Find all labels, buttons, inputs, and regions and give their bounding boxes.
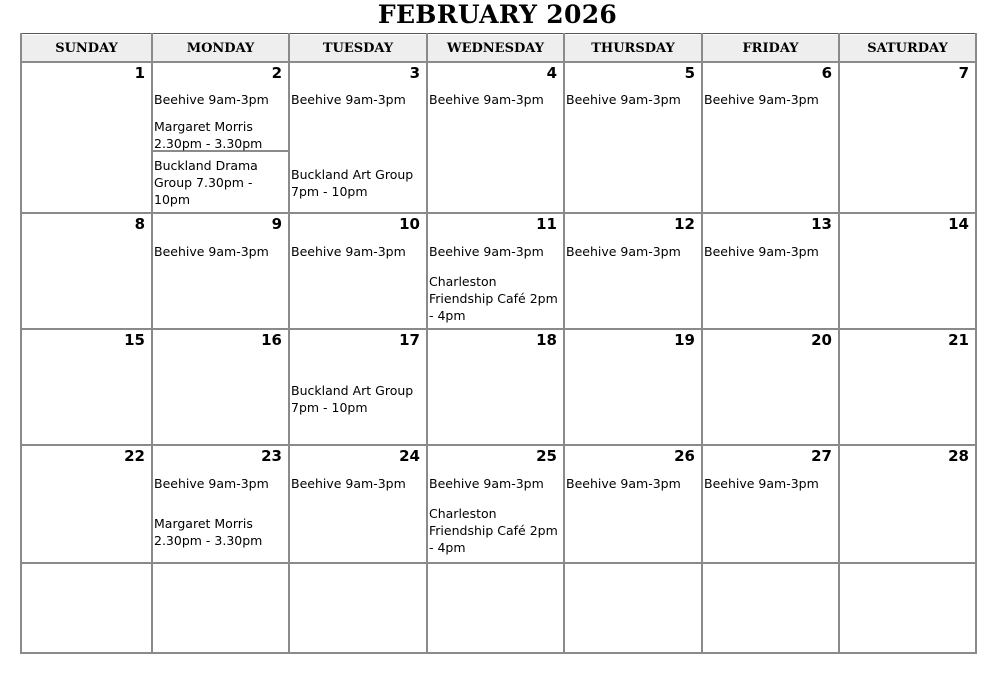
grid-line-col-7 [975, 33, 977, 654]
calendar-event[interactable]: Buckland Art Group 7pm - 10pm [291, 383, 414, 415]
grid-line-row-0 [20, 61, 977, 63]
date-number: 1 [134, 64, 145, 82]
weekday-header-friday: FRIDAY [703, 35, 838, 61]
calendar-event[interactable]: Beehive 9am-3pm [291, 476, 406, 491]
date-number: 6 [821, 64, 832, 82]
grid-line-row-5 [20, 652, 977, 654]
calendar-event[interactable]: Beehive 9am-3pm [704, 244, 819, 259]
calendar-event[interactable]: Buckland Drama Group 7.30pm - 10pm [154, 158, 258, 207]
weekday-header-wednesday: WEDNESDAY [428, 35, 563, 61]
calendar-event[interactable]: Beehive 9am-3pm [566, 92, 681, 107]
calendar-title: FEBRUARY 2026 [377, 0, 618, 29]
calendar-event[interactable]: Beehive 9am-3pm [704, 476, 819, 491]
calendar-event[interactable]: Beehive 9am-3pm [154, 92, 269, 107]
date-number: 25 [536, 447, 557, 465]
weekday-header-saturday: SATURDAY [840, 35, 975, 61]
date-number: 9 [271, 215, 282, 233]
date-number: 16 [261, 331, 282, 349]
calendar-event[interactable]: Margaret Morris 2.30pm - 3.30pm [154, 119, 263, 151]
grid-line-row-1 [20, 212, 977, 214]
calendar-event[interactable]: Beehive 9am-3pm [566, 244, 681, 259]
date-number: 17 [399, 331, 420, 349]
date-number: 20 [811, 331, 832, 349]
date-number: 15 [124, 331, 145, 349]
calendar-event[interactable]: Charleston Friendship Café 2pm - 4pm [429, 506, 558, 555]
date-number: 18 [536, 331, 557, 349]
weekday-header-sunday: SUNDAY [22, 35, 151, 61]
calendar-event[interactable]: Beehive 9am-3pm [566, 476, 681, 491]
date-number: 8 [134, 215, 145, 233]
grid-line-row-2 [20, 328, 977, 330]
calendar-event[interactable]: Beehive 9am-3pm [429, 92, 544, 107]
grid-line-row-3 [20, 444, 977, 446]
calendar-event[interactable]: Beehive 9am-3pm [154, 476, 269, 491]
date-number: 10 [399, 215, 420, 233]
date-number: 22 [124, 447, 145, 465]
calendar-event[interactable]: Beehive 9am-3pm [429, 244, 544, 259]
date-number: 28 [948, 447, 969, 465]
date-number: 4 [546, 64, 557, 82]
date-number: 12 [674, 215, 695, 233]
weekday-header-tuesday: TUESDAY [290, 35, 426, 61]
calendar-event[interactable]: Charleston Friendship Café 2pm - 4pm [429, 274, 558, 323]
weekday-header-monday: MONDAY [153, 35, 288, 61]
grid-line-row-4 [20, 562, 977, 564]
calendar-event[interactable]: Beehive 9am-3pm [429, 476, 544, 491]
date-number: 3 [409, 64, 420, 82]
date-number: 24 [399, 447, 420, 465]
weekday-header-thursday: THURSDAY [565, 35, 701, 61]
calendar-event[interactable]: Beehive 9am-3pm [154, 244, 269, 259]
date-number: 26 [674, 447, 695, 465]
date-number: 13 [811, 215, 832, 233]
grid-line-top [20, 33, 977, 34]
date-number: 5 [684, 64, 695, 82]
date-number: 27 [811, 447, 832, 465]
calendar-event[interactable]: Buckland Art Group 7pm - 10pm [291, 167, 414, 199]
date-number: 11 [536, 215, 557, 233]
date-number: 2 [271, 64, 282, 82]
date-number: 7 [958, 64, 969, 82]
date-number: 19 [674, 331, 695, 349]
date-number: 14 [948, 215, 969, 233]
calendar-event[interactable]: Beehive 9am-3pm [704, 92, 819, 107]
date-number: 21 [948, 331, 969, 349]
calendar-event[interactable]: Beehive 9am-3pm [291, 244, 406, 259]
calendar-event[interactable]: Beehive 9am-3pm [291, 92, 406, 107]
calendar-event[interactable]: Margaret Morris 2.30pm - 3.30pm [154, 516, 263, 548]
date-number: 23 [261, 447, 282, 465]
